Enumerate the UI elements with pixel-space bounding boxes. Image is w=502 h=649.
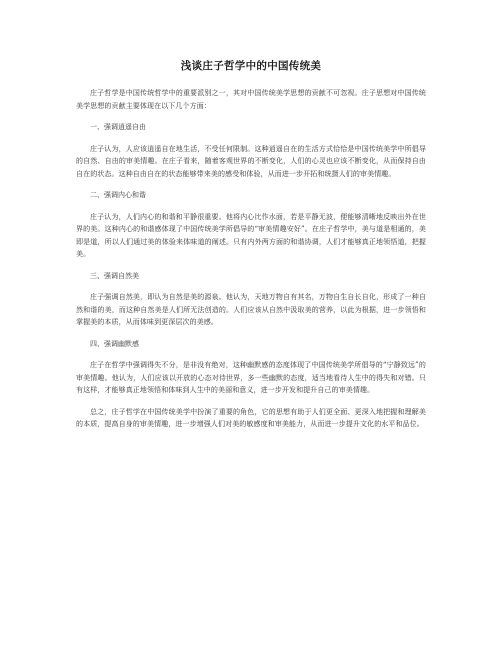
section-body: 庄子强调自然美，即认为自然是美的源泉。他认为，天地万物自有其名，万物自生自长自化，形成了一种自然和谐的美，而这种自然美是人们所无法创造的。人们应该从自然中汲取美的营养，以此为根据，进一步领悟和掌握美的本质，从而体味到更深层次的美感。 [76,293,426,326]
section-heading: 四、强调幽默感 [90,339,139,348]
paragraph-spacer [76,397,426,406]
section-heading: 二、强调内心和谐 [90,191,146,199]
section-2 [76,189,426,261]
section-heading: 一、强调逍遥自由 [90,123,146,131]
section-body: 庄子认为，人们内心的和谐和平静很重要。他将内心比作水面，若是平静无波，便能够清晰地反映出外在世界的美。这种内心的和谐感体现了中国传统美学所倡导的“审美情趣安好”。在庄子哲学中，美与道是相通的，美即是道，所以人们通过美的体验来体味道的阐述。只有内外两方面的和谐协调，人们才能够真正地领悟道，把握美。 [76,212,426,258]
section-body: 庄子认为，人应该逍遥自在地生活，不受任何限制。这种逍遥自在的生活方式恰恰是中国传统美学中所倡导的自然、自由的审美情趣。在庄子看来，随着客观世界的不断变化，人们的心灵也应该不断变化，从而保持自由自在的状态。这种自由自在的状态能够带来美的感受和体验，从而进一步开拓和统摄人们的审美情趣。 [76,144,426,178]
conclusion-paragraph: 总之，庄子哲学在中国传统美学中扮演了重要的角色，它的思想有助于人们更全面、更深入地把握和理解美的本质，提高自身的审美情趣，进一步增强人们对美的敏感度和审美能力，从而进一步提升文化的水平和品位。 [76,407,426,428]
section-1 [76,121,426,180]
section-4 [76,338,426,397]
section-heading: 三、强调自然美 [90,271,139,280]
section-body: 庄子在哲学中强调得失不分，是非没有绝对，这种幽默感的态度体现了中国传统美学所倡导的“宁静致远”的审美情趣。他认为，人们应该以开放的心态对待世界，多一些幽默的态度，适当地看待人生中的得失和对错。只有这样，才能够真正地领悟和体味到人生中的美丽和意义，进一步开发和提升自己的审美情趣。 [76,361,426,394]
intro-paragraph: 庄子哲学是中国传统哲学中的重要派别之一，其对中国传统美学思想的贡献不可忽视。庄子思想对中国传统美学思想的贡献主要体现在以下几个方面： [76,89,426,110]
document-title: 浅谈庄子哲学中的中国传统美 [180,60,322,72]
section-3 [76,270,426,329]
